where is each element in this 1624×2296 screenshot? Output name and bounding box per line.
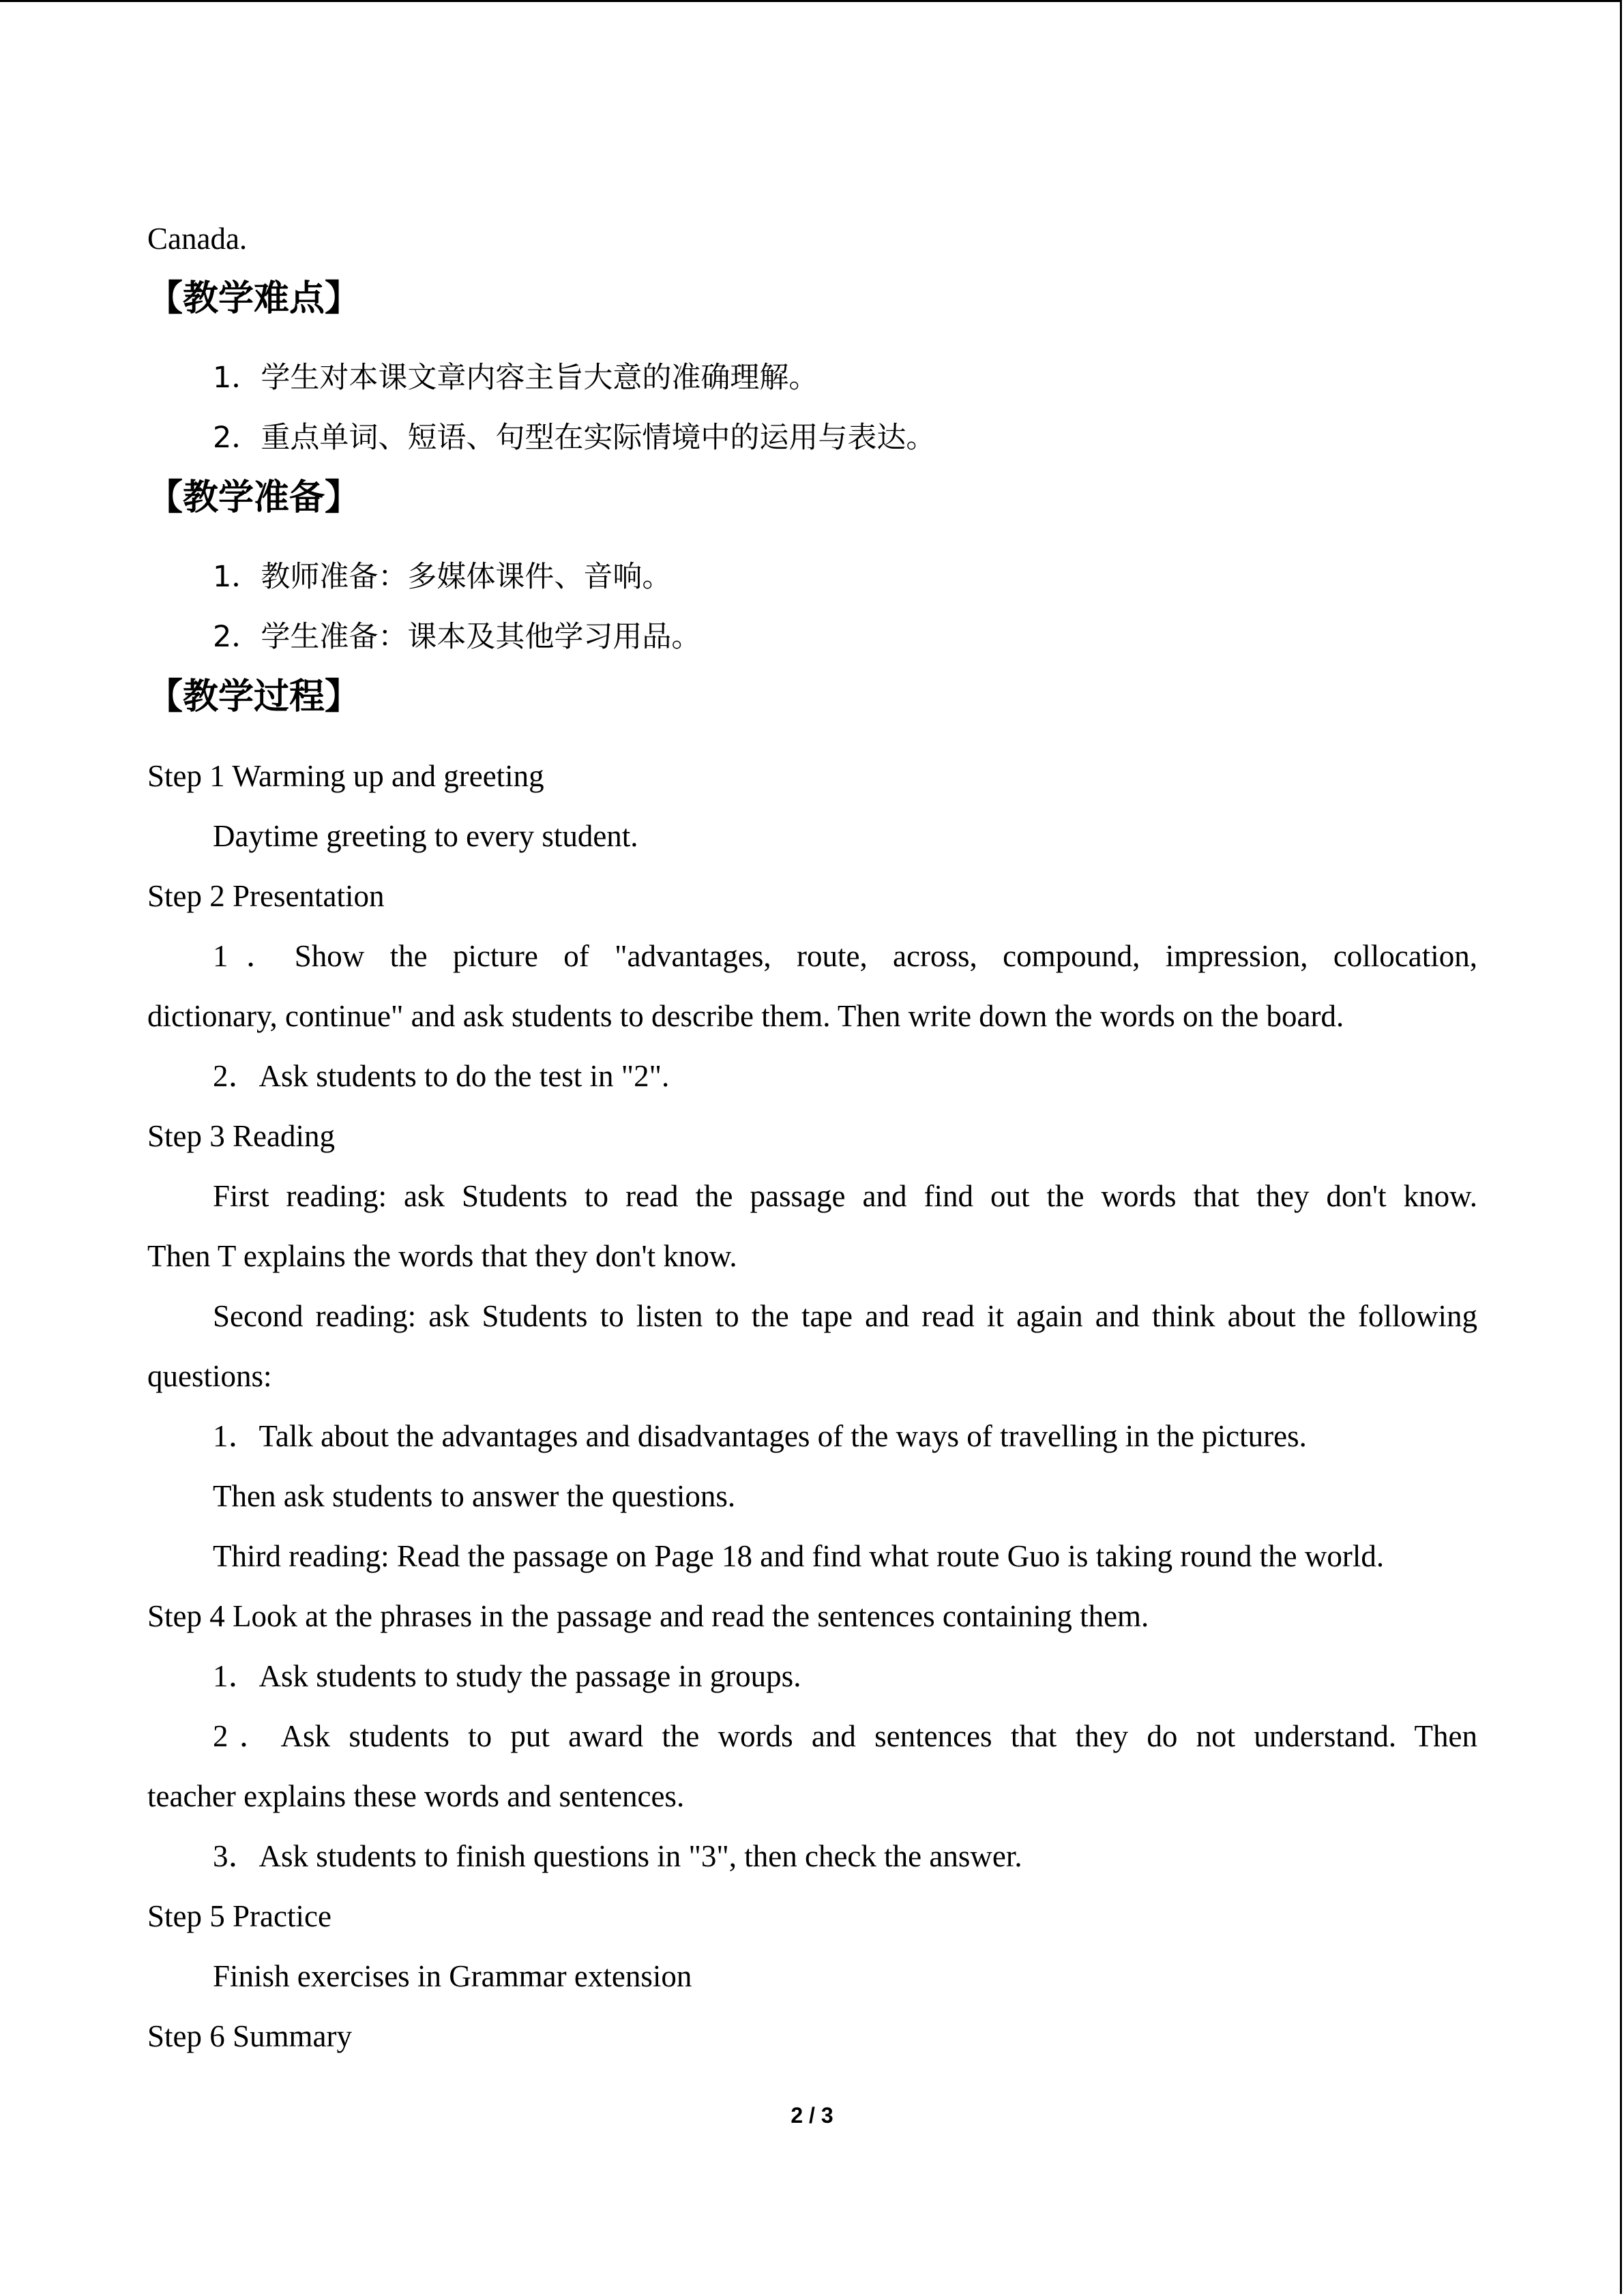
section-heading-process: 【教学过程】 — [147, 676, 361, 717]
text-line: Daytime greeting to every student. — [213, 819, 638, 853]
step-heading: Step 4 Look at the phrases in the passage and read the sentences containing them. — [147, 1599, 1149, 1633]
list-item: 2．Ask students to do the test in "2". — [213, 1059, 670, 1093]
step-heading: Step 1 Warming up and greeting — [147, 759, 544, 793]
section-heading-preparation: 【教学准备】 — [147, 477, 361, 518]
text-line: teacher explains these words and sentences. — [147, 1779, 685, 1813]
section-heading-difficulties: 【教学难点】 — [147, 278, 361, 319]
document-body — [147, 218, 1477, 2076]
text-line: questions: — [147, 1359, 272, 1393]
list-item: 3．Ask students to finish questions in "3", then check the answer. — [213, 1839, 1022, 1873]
text-line: Third reading: Read the passage on Page 18 and find what route Guo is taking round the world. — [213, 1539, 1385, 1573]
list-item: 1．学生对本课文章内容主旨大意的准确理解。 — [213, 361, 818, 395]
list-item: 2．重点单词、短语、句型在实际情境中的运用与表达。 — [213, 421, 936, 455]
step-heading: Step 3 Reading — [147, 1119, 335, 1153]
text-line: Finish exercises in Grammar extension — [213, 1959, 692, 1993]
page-number: 2 / 3 — [791, 2103, 833, 2128]
text-line: Second reading: ask Students to listen to the tape and read it again and think about the following — [213, 1299, 1477, 1333]
text-line: 1．Show the picture of "advantages, route, across, compound, impression, collocation, — [213, 939, 1477, 973]
list-item: 2．学生准备：课本及其他学习用品。 — [213, 620, 701, 654]
list-item: 2．Ask students to put award the words and sentences that they do not understand. Then — [213, 1719, 1477, 1753]
list-item: 1．Ask students to study the passage in groups. — [213, 1659, 801, 1693]
text-line: First reading: ask Students to read the passage and find out the words that they don't know. — [213, 1179, 1477, 1213]
text-line: dictionary, continue" and ask students to describe them. Then write down the words on the board. — [147, 999, 1344, 1033]
step-heading: Step 2 Presentation — [147, 879, 385, 913]
step-heading: Step 6 Summary — [147, 2019, 352, 2053]
text-line: Then T explains the words that they don't know. — [147, 1239, 737, 1273]
step-heading: Step 5 Practice — [147, 1899, 331, 1933]
list-item: 1．Talk about the advantages and disadvantages of the ways of travelling in the pictures. — [213, 1419, 1307, 1453]
list-item: 1．教师准备：多媒体课件、音响。 — [213, 560, 672, 594]
text-line: Then ask students to answer the questions. — [213, 1479, 736, 1513]
text-line: Canada. — [147, 222, 248, 256]
